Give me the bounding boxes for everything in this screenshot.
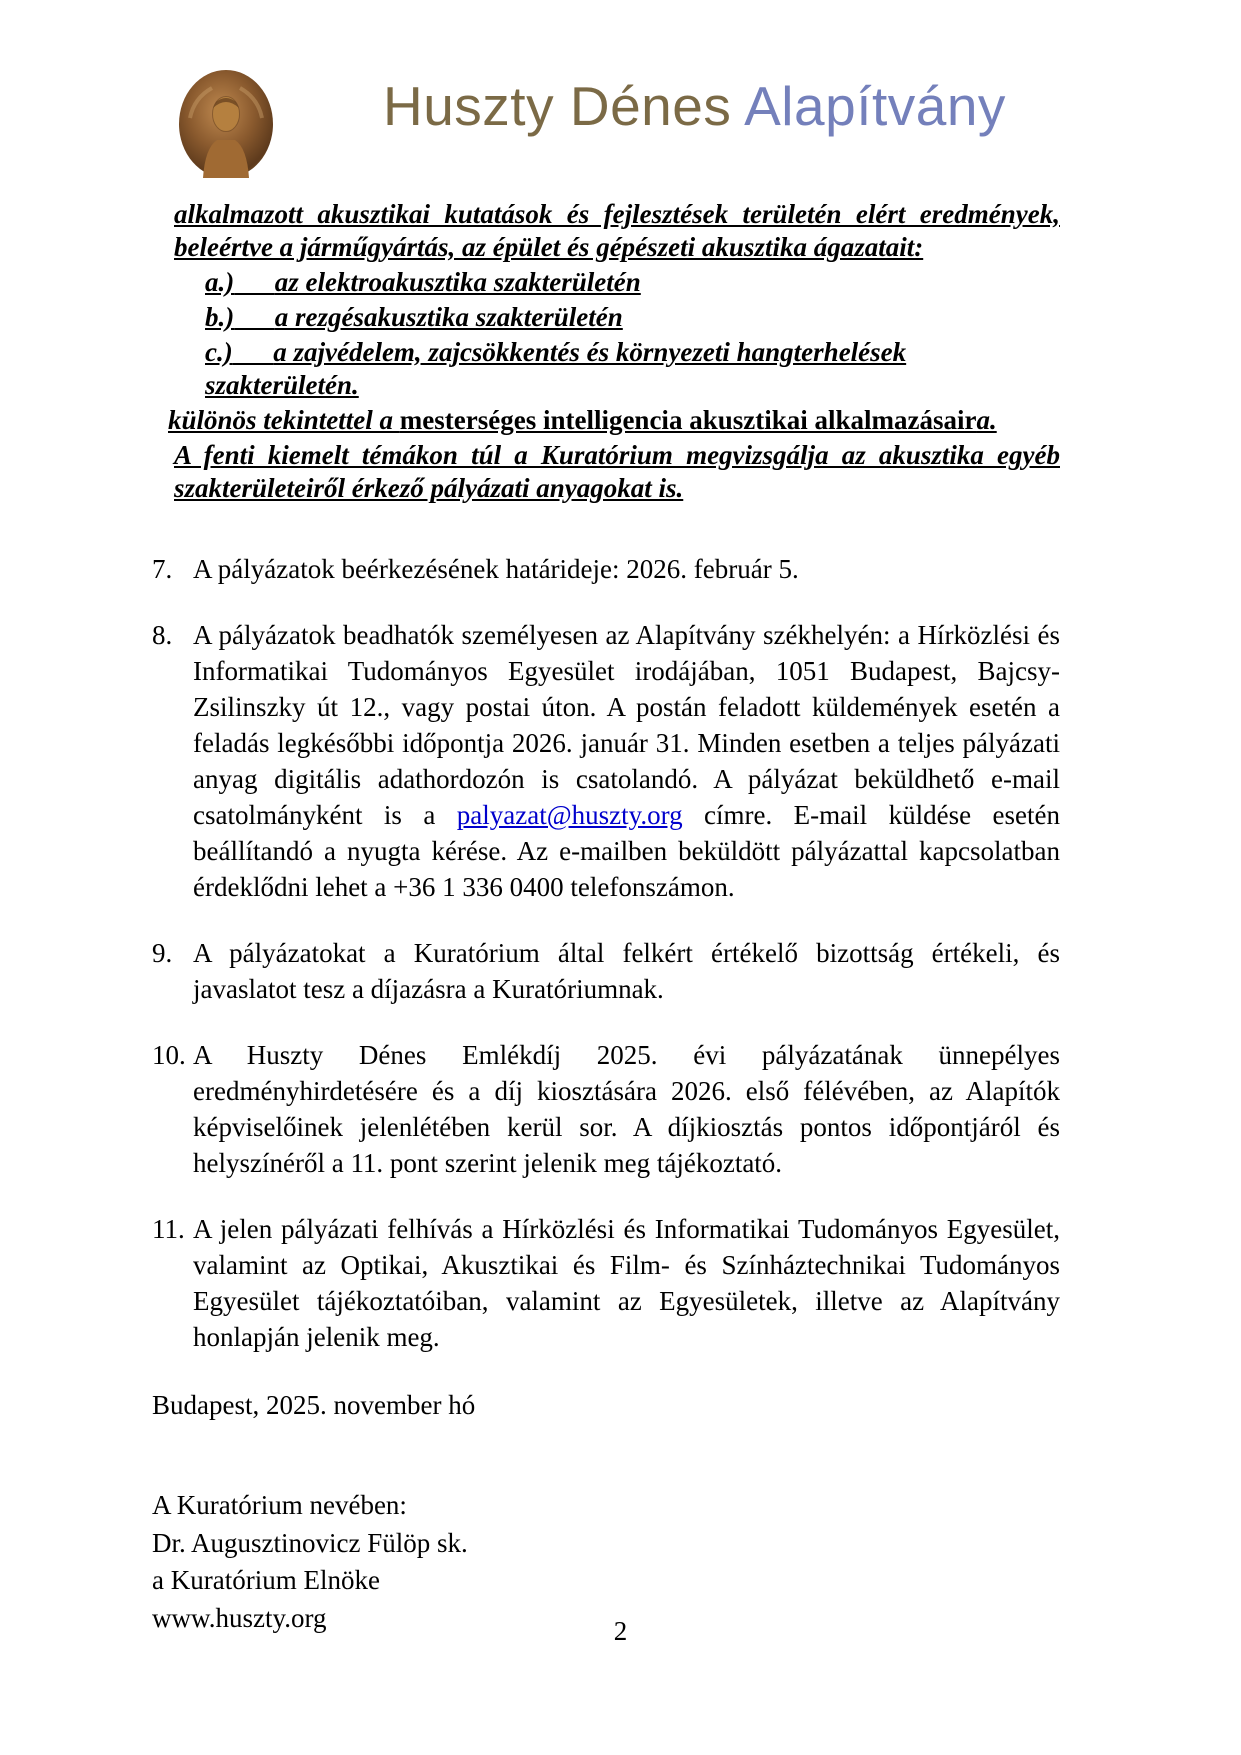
tab-spacer bbox=[234, 267, 275, 297]
signature-line-name: Dr. Augusztinovicz Fülöp sk. bbox=[152, 1527, 468, 1558]
title-primary: Huszty Dénes bbox=[383, 75, 732, 137]
item-7-text: A pályázatok beérkezésének határideje: 2026. február 5. bbox=[193, 554, 799, 584]
item-9-number: 9. bbox=[152, 938, 173, 968]
medallion-icon bbox=[176, 66, 276, 182]
item-11-number: 11. bbox=[152, 1214, 185, 1244]
emphasis-upright: mesterséges intelligencia akusztikai alkalmazásair bbox=[399, 405, 977, 435]
list-item-7 bbox=[152, 551, 1060, 587]
list-item-8 bbox=[152, 617, 1060, 905]
list-item-b-label: b.) bbox=[205, 302, 235, 332]
title-secondary: Alapítvány bbox=[744, 75, 1006, 137]
signature-block bbox=[152, 1487, 1060, 1637]
list-item-b bbox=[205, 301, 1060, 334]
page-number: 2 bbox=[613, 1616, 628, 1646]
intro-emphasis-block bbox=[152, 198, 1060, 505]
dateline: Budapest, 2025. november hó bbox=[152, 1390, 476, 1420]
item-11-text: A jelen pályázati felhívás a Hírközlési és Informatikai Tudományos Egyesület, valamint az Optikai, Akusztikai és Film- és Színháztechnikai Tudományos Egyesület tájékoztatóiban, valamint az Egyesületek, illetve az Alapítvány honlapján jelenik meg. bbox=[193, 1214, 1060, 1352]
emphasis-italic-tail: a. bbox=[976, 405, 997, 435]
list-item-9 bbox=[152, 935, 1060, 1007]
list-item-c bbox=[205, 336, 1060, 402]
palyazat-email-link[interactable]: palyazat@huszty.org bbox=[456, 800, 683, 830]
emphasis-italic-lead: különös tekintettel a bbox=[168, 405, 400, 435]
intro-paragraph: alkalmazott akusztikai kutatások és fejlesztések területén elért eredmények, beleértve a járműgyártás, az épület és gépészeti akusztika ágazatait: bbox=[174, 199, 1060, 262]
item-10-text: A Huszty Dénes Emlékdíj 2025. évi pályázatának ünnepélyes eredményhirdetésére és a díj kiosztására 2026. első félévében, az Alapítók képviselőinek jelenlétében kerül sor. A díjkiosztás pontos időpontjáról és helyszínéről a 11. pont szerint jelenik meg tájékoztató. bbox=[193, 1040, 1060, 1178]
numbered-list bbox=[152, 551, 1060, 1355]
list-item-11 bbox=[152, 1211, 1060, 1355]
item-9-text: A pályázatokat a Kuratórium által felkért értékelő bizottság értékeli, és javaslatot tesz a díjazásra a Kuratóriumnak. bbox=[193, 938, 1060, 1004]
item-8-text-before-link: A pályázatok beadhatók személyesen az Alapítvány székhelyén: a Hírközlési és Informatikai Tudományos Egyesület irodájában, 1051 Budapest, Bajcsy-Zsilinszky út 12., vagy postai úton. A postán feladott küldemények esetén a feladás legkésőbbi időpontja 2026. január 31. Minden esetben a teljes pályázati anyag digitális adathordozón is csatolandó. A pályázat beküldhető e-mail csatolmányként is a bbox=[193, 620, 1060, 830]
tab-spacer bbox=[234, 302, 275, 332]
list-item-a-label: a.) bbox=[205, 267, 235, 297]
page-title bbox=[383, 74, 1006, 138]
item-8-number: 8. bbox=[152, 620, 173, 650]
list-item-a bbox=[205, 266, 1060, 299]
signature-line-website: www.huszty.org bbox=[152, 1602, 327, 1633]
signature-line-role: a Kuratórium Elnöke bbox=[152, 1565, 380, 1595]
list-item-c-text: a zajvédelem, zajcsökkentés és környezeti hangterhelések szakterületén. bbox=[205, 337, 907, 400]
ai-emphasis-line bbox=[168, 404, 1060, 437]
item-10-number: 10. bbox=[152, 1040, 186, 1070]
list-item-c-label: c.) bbox=[205, 337, 233, 367]
list-item-a-text: az elektroakusztika szakterületén bbox=[274, 267, 641, 297]
list-item-b-text: a rezgésakusztika szakterületén bbox=[274, 302, 623, 332]
signature-line-behalf: A Kuratórium nevében: bbox=[152, 1490, 407, 1520]
tab-spacer bbox=[233, 337, 274, 367]
foundation-medallion-logo bbox=[176, 66, 276, 187]
list-item-10 bbox=[152, 1037, 1060, 1181]
intro-closing-paragraph: A fenti kiemelt témákon túl a Kuratórium megvizsgálja az akusztika egyéb szakterületeiről érkező pályázati anyagokat is. bbox=[174, 440, 1060, 503]
item-7-number: 7. bbox=[152, 554, 173, 584]
document-body bbox=[152, 198, 1060, 1637]
item-8-text-after-link: címre. E-mail küldése esetén beállítandó a nyugta kérése. Az e-mailben beküldött pályázattal kapcsolatban érdeklődni lehet a +36 1 336 0400 telefonszámon. bbox=[193, 800, 1060, 902]
